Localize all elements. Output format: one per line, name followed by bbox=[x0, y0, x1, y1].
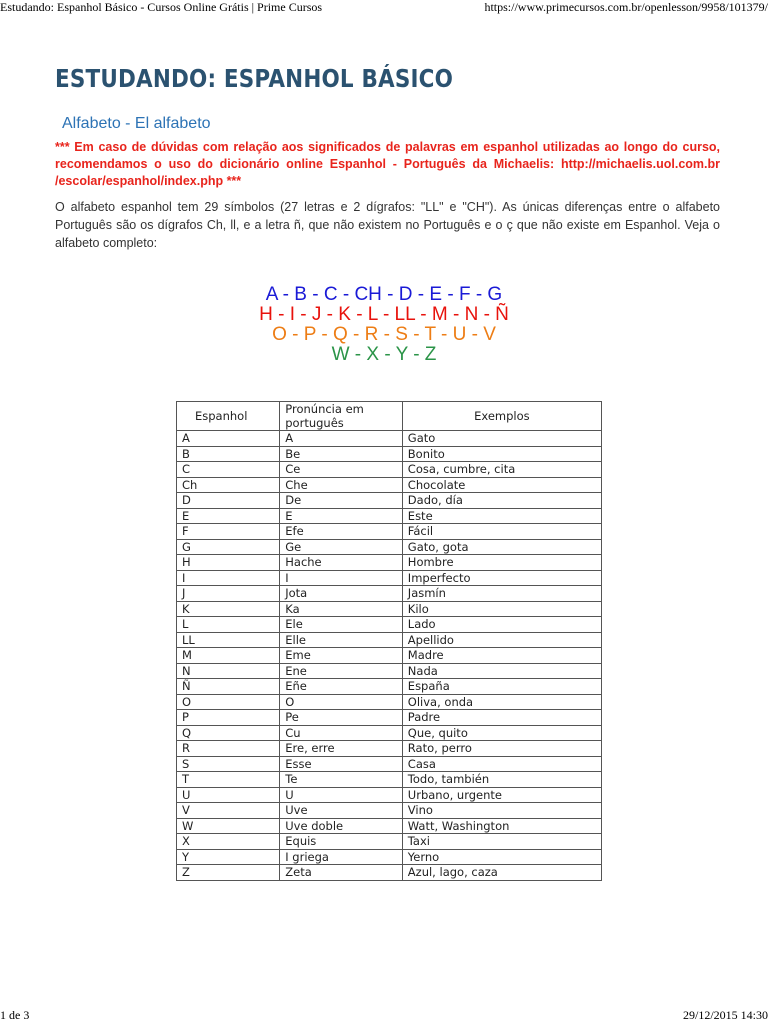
cell-spanish: Y bbox=[177, 849, 280, 865]
table-row bbox=[177, 462, 602, 478]
cell-spanish: A bbox=[177, 431, 280, 447]
cell-example: Padre bbox=[402, 710, 601, 726]
browser-page-title: Estudando: Espanhol Básico - Cursos Online Grátis | Prime Cursos bbox=[0, 0, 323, 14]
cell-example: Casa bbox=[402, 756, 601, 772]
cell-example: Lado bbox=[402, 617, 601, 633]
cell-pronunciation: Equis bbox=[280, 834, 403, 850]
cell-pronunciation: E bbox=[280, 508, 403, 524]
column-header-examples: Exemplos bbox=[402, 402, 601, 431]
table-row bbox=[177, 756, 602, 772]
cell-spanish: H bbox=[177, 555, 280, 571]
cell-example: Oliva, onda bbox=[402, 694, 601, 710]
cell-pronunciation: Ge bbox=[280, 539, 403, 555]
cell-example: Madre bbox=[402, 648, 601, 664]
cell-spanish: I bbox=[177, 570, 280, 586]
table-row bbox=[177, 539, 602, 555]
cell-spanish: O bbox=[177, 694, 280, 710]
cell-pronunciation: Ere, erre bbox=[280, 741, 403, 757]
table-row bbox=[177, 741, 602, 757]
cell-pronunciation: I griega bbox=[280, 849, 403, 865]
cell-pronunciation: Hache bbox=[280, 555, 403, 571]
cell-pronunciation: Jota bbox=[280, 586, 403, 602]
cell-pronunciation: Be bbox=[280, 446, 403, 462]
table-row bbox=[177, 617, 602, 633]
cell-pronunciation: Pe bbox=[280, 710, 403, 726]
cell-spanish: G bbox=[177, 539, 280, 555]
cell-example: Gato bbox=[402, 431, 601, 447]
cell-example: Rato, perro bbox=[402, 741, 601, 757]
cell-spanish: V bbox=[177, 803, 280, 819]
cell-spanish: B bbox=[177, 446, 280, 462]
table-row bbox=[177, 601, 602, 617]
cell-pronunciation: Ce bbox=[280, 462, 403, 478]
cell-pronunciation: Elle bbox=[280, 632, 403, 648]
table-row bbox=[177, 834, 602, 850]
table-row bbox=[177, 524, 602, 540]
cell-pronunciation: A bbox=[280, 431, 403, 447]
table-row bbox=[177, 725, 602, 741]
table-row bbox=[177, 849, 602, 865]
cell-spanish: P bbox=[177, 710, 280, 726]
intro-paragraph: O alfabeto espanhol tem 29 símbolos (27 letras e 2 dígrafos: "LL" e "CH"). As únicas diferenças entre o alfabeto Português são os dígrafos Ch, ll, e a letra ñ, que não existem no Português e o ç que não existe em Espanhol. Veja o alfabeto completo: bbox=[55, 200, 720, 250]
cell-example: Que, quito bbox=[402, 725, 601, 741]
cell-pronunciation: Te bbox=[280, 772, 403, 788]
cell-pronunciation: De bbox=[280, 493, 403, 509]
cell-example: Yerno bbox=[402, 849, 601, 865]
cell-pronunciation: Cu bbox=[280, 725, 403, 741]
table-row bbox=[177, 586, 602, 602]
table-row bbox=[177, 772, 602, 788]
cell-example: Chocolate bbox=[402, 477, 601, 493]
column-header-pronunciation: Pronúncia em português bbox=[280, 402, 403, 431]
cell-spanish: D bbox=[177, 493, 280, 509]
cell-spanish: N bbox=[177, 663, 280, 679]
cell-example: Bonito bbox=[402, 446, 601, 462]
cell-example: Kilo bbox=[402, 601, 601, 617]
table-row bbox=[177, 477, 602, 493]
cell-pronunciation: O bbox=[280, 694, 403, 710]
table-row bbox=[177, 803, 602, 819]
cell-example: Nada bbox=[402, 663, 601, 679]
table-row bbox=[177, 648, 602, 664]
print-footer bbox=[0, 1008, 768, 1024]
alphabet-table bbox=[176, 401, 602, 881]
cell-example: Azul, lago, caza bbox=[402, 865, 601, 881]
cell-example: Cosa, cumbre, cita bbox=[402, 462, 601, 478]
table-row bbox=[177, 818, 602, 834]
table-row bbox=[177, 555, 602, 571]
cell-pronunciation: Zeta bbox=[280, 865, 403, 881]
section-title: Alfabeto - El alfabeto bbox=[62, 115, 211, 132]
alphabet-row: O - P - Q - R - S - T - U - V bbox=[272, 324, 496, 345]
cell-spanish: Q bbox=[177, 725, 280, 741]
cell-example: Taxi bbox=[402, 834, 601, 850]
table-row bbox=[177, 710, 602, 726]
cell-pronunciation: U bbox=[280, 787, 403, 803]
page-count: 1 de 3 bbox=[0, 1008, 30, 1022]
cell-spanish: Ñ bbox=[177, 679, 280, 695]
cell-example: Fácil bbox=[402, 524, 601, 540]
cell-spanish: T bbox=[177, 772, 280, 788]
cell-pronunciation: I bbox=[280, 570, 403, 586]
print-header bbox=[0, 0, 768, 16]
cell-pronunciation: Eme bbox=[280, 648, 403, 664]
cell-spanish: E bbox=[177, 508, 280, 524]
cell-pronunciation: Ele bbox=[280, 617, 403, 633]
table-row bbox=[177, 446, 602, 462]
cell-example: Todo, también bbox=[402, 772, 601, 788]
cell-pronunciation: Uve doble bbox=[280, 818, 403, 834]
table-row bbox=[177, 508, 602, 524]
cell-example: España bbox=[402, 679, 601, 695]
cell-spanish: L bbox=[177, 617, 280, 633]
cell-example: Este bbox=[402, 508, 601, 524]
cell-spanish: C bbox=[177, 462, 280, 478]
cell-example: Imperfecto bbox=[402, 570, 601, 586]
table-body bbox=[177, 431, 602, 881]
cell-spanish: U bbox=[177, 787, 280, 803]
cell-spanish: W bbox=[177, 818, 280, 834]
cell-spanish: X bbox=[177, 834, 280, 850]
alphabet-row: H - I - J - K - L - LL - M - N - Ñ bbox=[259, 304, 509, 325]
cell-pronunciation: Efe bbox=[280, 524, 403, 540]
cell-example: Apellido bbox=[402, 632, 601, 648]
cell-pronunciation: Uve bbox=[280, 803, 403, 819]
alphabet-row: A - B - C - CH - D - E - F - G bbox=[265, 284, 503, 305]
cell-spanish: M bbox=[177, 648, 280, 664]
page-title: ESTUDANDO: ESPANHOL BÁSICO bbox=[55, 64, 454, 93]
table-row bbox=[177, 632, 602, 648]
table-row bbox=[177, 865, 602, 881]
dictionary-notice: *** Em caso de dúvidas com relação aos significados de palavras em espanhol utilizadas ao longo do curso, recomendamos o uso do dicionário online Espanhol - Português da Michaelis: http://michaelis.uol.com.br /escolar/espanhol/index.php *** bbox=[55, 140, 720, 188]
cell-example: Urbano, urgente bbox=[402, 787, 601, 803]
table-row bbox=[177, 570, 602, 586]
alphabet-display bbox=[0, 285, 768, 365]
table-row bbox=[177, 663, 602, 679]
cell-spanish: F bbox=[177, 524, 280, 540]
cell-spanish: Z bbox=[177, 865, 280, 881]
table-row bbox=[177, 431, 602, 447]
cell-pronunciation: Ka bbox=[280, 601, 403, 617]
table-row bbox=[177, 679, 602, 695]
cell-example: Vino bbox=[402, 803, 601, 819]
print-timestamp: 29/12/2015 14:30 bbox=[682, 1008, 768, 1022]
cell-spanish: Ch bbox=[177, 477, 280, 493]
table-header-row bbox=[177, 402, 602, 431]
cell-example: Dado, día bbox=[402, 493, 601, 509]
cell-spanish: R bbox=[177, 741, 280, 757]
cell-spanish: K bbox=[177, 601, 280, 617]
cell-spanish: S bbox=[177, 756, 280, 772]
page-url: https://www.primecursos.com.br/openlesson/9958/101379/ bbox=[484, 0, 768, 14]
cell-example: Watt, Washington bbox=[402, 818, 601, 834]
table-row bbox=[177, 493, 602, 509]
cell-spanish: J bbox=[177, 586, 280, 602]
cell-pronunciation: Ene bbox=[280, 663, 403, 679]
cell-spanish: LL bbox=[177, 632, 280, 648]
cell-pronunciation: Che bbox=[280, 477, 403, 493]
table-row bbox=[177, 694, 602, 710]
column-header-spanish: Espanhol bbox=[177, 402, 280, 431]
cell-example: Hombre bbox=[402, 555, 601, 571]
cell-example: Jasmín bbox=[402, 586, 601, 602]
alphabet-row: W - X - Y - Z bbox=[331, 344, 437, 365]
cell-pronunciation: Eñe bbox=[280, 679, 403, 695]
table-row bbox=[177, 787, 602, 803]
cell-pronunciation: Esse bbox=[280, 756, 403, 772]
cell-example: Gato, gota bbox=[402, 539, 601, 555]
